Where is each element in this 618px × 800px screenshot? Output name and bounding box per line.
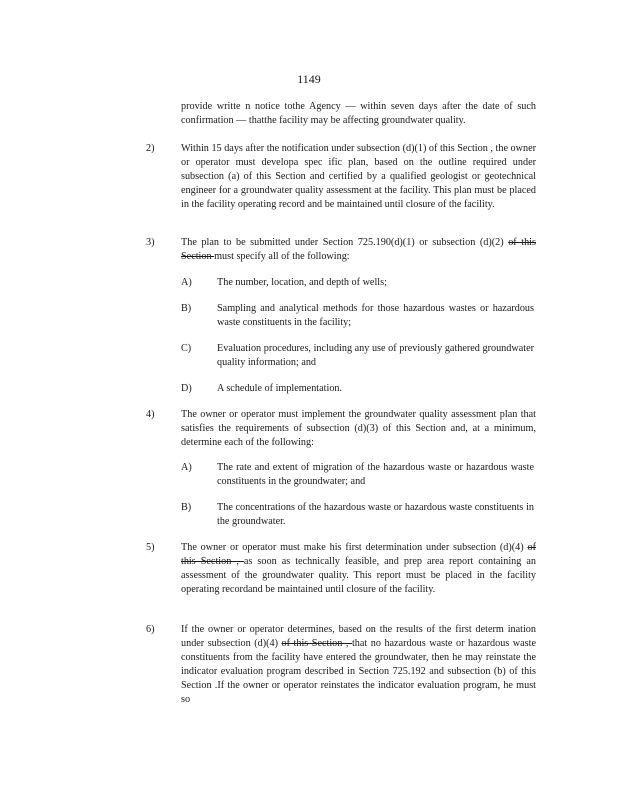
item-text-3: The plan to be submitted under Section 725.190(d)(1) or subsection (d)(2) of this Section must specify all of the following: — [181, 237, 536, 262]
subitem-number-4a: A) — [181, 462, 192, 473]
subitem-number-4b: B) — [181, 502, 192, 513]
item-number-4: 4) — [146, 409, 155, 420]
subitem-text-4a: The rate and extent of migration of the hazardous waste or hazardous waste constituents in the groundwater; and — [217, 462, 534, 487]
continued-paragraph: provide writte n notice tothe Agency — within seven days after the date of such confirmation — thatthe facility may be affecting groundwater quality. — [181, 101, 536, 126]
item-number-2: 2) — [146, 143, 155, 154]
item-number-6: 6) — [146, 624, 155, 635]
page-number: 1149 — [297, 72, 321, 86]
struck-text: of this Section , — [281, 638, 352, 649]
subitem-number-3d: D) — [181, 383, 192, 394]
item-text-4: The owner or operator must implement the groundwater quality assessment plan that satisfies the requirements of subsection (d)(3) of this Section and, at a minimum, determine each of the following: — [181, 409, 536, 448]
item-text-2: Within 15 days after the notification under subsection (d)(1) of this Section , the owner or operator must developa spec ific plan, based on the outline required under subsection (a) of this Section and certified by a qualified geologist or geotechnical engineer for a groundwater quality assessment at the facility. This plan must be placed in the facility operating record and be maintained until closure of the facility. — [181, 143, 536, 210]
subitem-number-3c: C) — [181, 343, 192, 354]
subitem-text-3b: Sampling and analytical methods for those hazardous wastes or hazardous waste constituents in the facility; — [217, 303, 534, 328]
item-number-5: 5) — [146, 542, 155, 553]
subitem-text-4b: The concentrations of the hazardous waste or hazardous waste constituents in the groundwater. — [217, 502, 534, 527]
subitem-number-3a: A) — [181, 277, 192, 288]
subitem-text-3c: Evaluation procedures, including any use of previously gathered groundwater quality information; and — [217, 343, 534, 368]
subitem-text-3a: The number, location, and depth of wells; — [217, 277, 387, 288]
item-text-5: The owner or operator must make his first determination under subsection (d)(4) of this Section , as soon as technically feasible, and prep area report containing an assessment of the groundwater quality. This report must be placed in the facility operating recordand be maintained until closure of the facility. — [181, 542, 537, 595]
struck-text: of this Section — [181, 237, 536, 262]
struck-text: of this Section , — [181, 542, 536, 567]
item-text-6: If the owner or operator determines, based on the results of the first determ ination under subsection (d)(4) of this Section , that no hazardous waste or hazardous waste constituents from the facility have entered the groundwater, then he may reinstate the indicator evaluation program described in Section 725.192 and subsection (b) of this Section .If the owner or operator reinstates the indicator evaluation program, he must so — [181, 624, 537, 705]
item-number-3: 3) — [146, 237, 155, 248]
subitem-number-3b: B) — [181, 303, 192, 314]
subitem-text-3d: A schedule of implementation. — [217, 383, 343, 394]
